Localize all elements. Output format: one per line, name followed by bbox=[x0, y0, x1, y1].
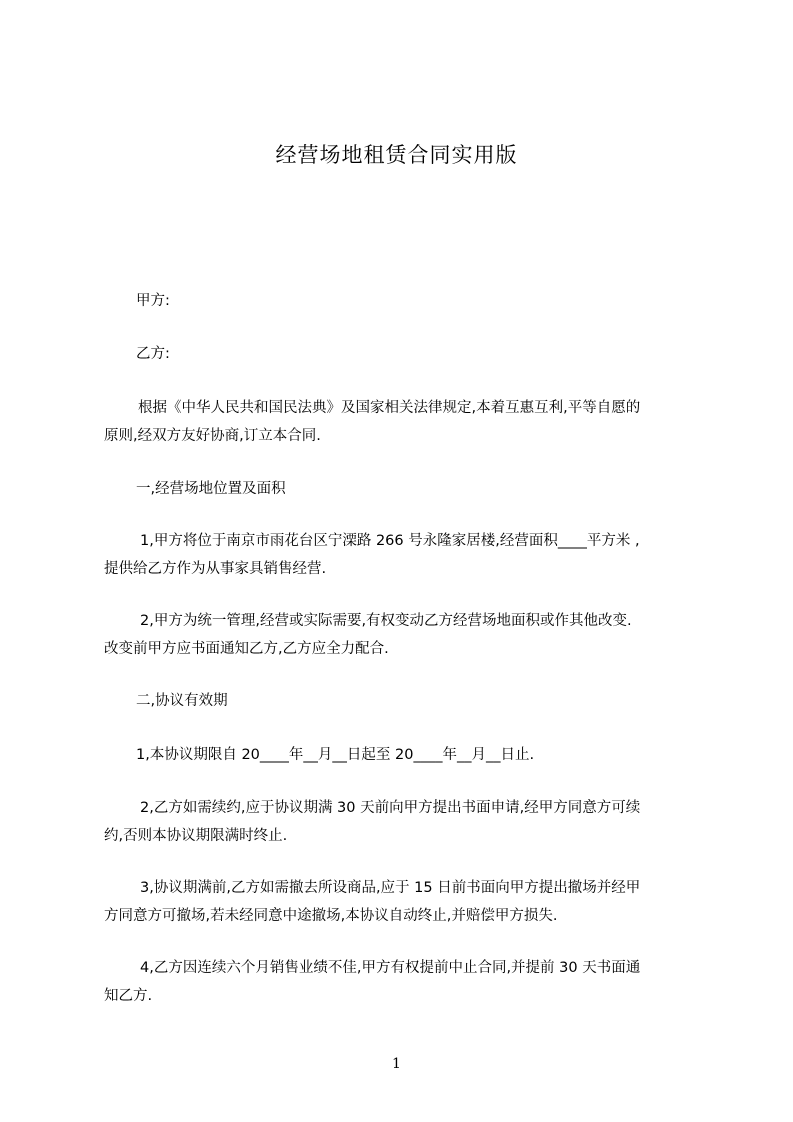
section-2-heading bbox=[104, 687, 700, 715]
section-2-clause-2 bbox=[104, 794, 700, 850]
section-2-clause-3 bbox=[104, 874, 700, 930]
section-2-clause-1 bbox=[104, 741, 700, 769]
preamble-paragraph bbox=[104, 394, 700, 450]
section-1-heading-text: 一,经营场地位置及面积 bbox=[136, 481, 286, 497]
section-1-clause-1-line-2: 提供给乙方作为从事家具销售经营. bbox=[104, 561, 327, 577]
section-2-clause-2-line-1: 2,乙方如需续约,应于协议期满 30 天前向甲方提出书面申请,经甲方同意方可续 bbox=[140, 800, 641, 816]
section-2-clause-3-line-2: 方同意方可撤场,若未经同意中途撤场,本协议自动终止,并赔偿甲方损失. bbox=[104, 908, 558, 924]
section-1-clause-2-line-2: 改变前甲方应书面通知乙方,乙方应全力配合. bbox=[104, 641, 389, 657]
section-2-clause-4-line-1: 4,乙方因连续六个月销售业绩不佳,甲方有权提前中止合同,并提前 30 天书面通 bbox=[140, 960, 641, 976]
section-2-clause-4 bbox=[104, 954, 700, 1010]
party-b-text: 乙方: bbox=[136, 346, 170, 362]
section-2-heading-text: 二,协议有效期 bbox=[136, 693, 228, 709]
section-2-clause-1-line-1: 1,本协议期限自 20____年__月__日起至 20____年__月__日止. bbox=[136, 747, 535, 763]
section-2-clause-3-line-1: 3,协议期满前,乙方如需撤去所设商品,应于 15 日前书面向甲方提出撤场并经甲 bbox=[140, 880, 641, 896]
section-2-clause-4-line-2: 知乙方. bbox=[104, 988, 153, 1004]
section-1-clause-2-line-1: 2,甲方为统一管理,经营或实际需要,有权变动乙方经营场地面积或作其他改变. bbox=[140, 613, 632, 629]
section-1-heading bbox=[104, 475, 700, 503]
party-a-label bbox=[104, 287, 700, 315]
preamble-line-2: 原则,经双方友好协商,订立本合同. bbox=[104, 428, 321, 444]
preamble-line-1: 根据《中华人民共和国民法典》及国家相关法律规定,本着互惠互利,平等自愿的 bbox=[138, 400, 641, 416]
document-title: 经营场地租赁合同实用版 bbox=[275, 143, 518, 167]
party-b-label bbox=[104, 340, 700, 368]
section-1-clause-2 bbox=[104, 607, 700, 663]
page-number: 1 bbox=[392, 1056, 401, 1072]
section-2-clause-2-line-2: 约,否则本协议期限满时终止. bbox=[104, 828, 288, 844]
section-1-clause-1 bbox=[104, 527, 700, 583]
section-1-clause-1-line-1: 1,甲方将位于南京市雨花台区宁溧路 266 号永隆家居楼,经营面积____平方米 , bbox=[140, 533, 640, 549]
party-a-text: 甲方: bbox=[136, 293, 170, 309]
